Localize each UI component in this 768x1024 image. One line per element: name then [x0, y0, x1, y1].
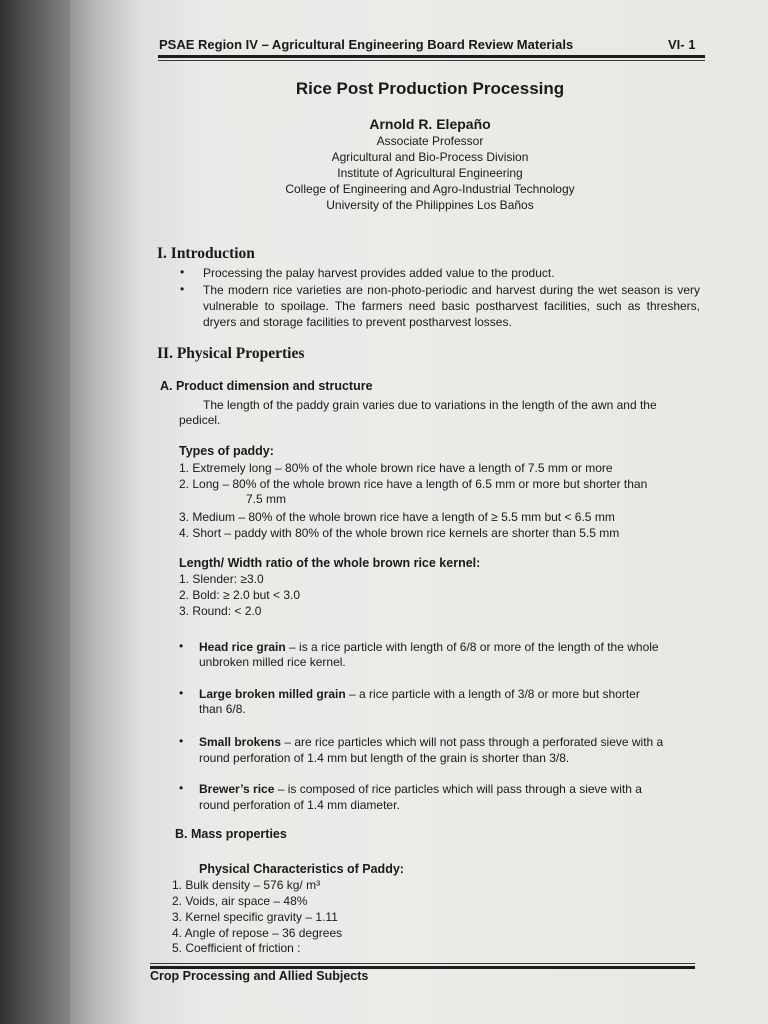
definition-large-broken-line-2: than 6/8.: [199, 702, 246, 716]
paddy-type-item: 2. Long – 80% of the whole brown rice have a length of 6.5 mm or more but shorter than: [179, 477, 648, 491]
subsection-heading-mass: B. Mass properties: [175, 827, 287, 841]
author-college: College of Engineering and Agro-Industrial Technology: [285, 182, 575, 196]
dimension-text-line-2: pedicel.: [179, 413, 221, 427]
definition-small-brokens-line-2: round perforation of 1.4 mm but length of the grain is shorter than 3/8.: [199, 751, 570, 765]
definition-head-rice-line-2: unbroken milled rice kernel.: [199, 655, 346, 669]
physical-characteristics-heading: Physical Characteristics of Paddy:: [199, 862, 404, 876]
bullet-marker: •: [180, 265, 185, 279]
definition-text: – is a rice particle with length of 6/8 or more of the length of the whole: [285, 640, 659, 654]
paddy-type-item-continuation: 7.5 mm: [246, 492, 287, 506]
definition-brewers-rice-line-1: [199, 781, 642, 797]
characteristic-item: 1. Bulk density – 576 kg/ m³: [172, 878, 321, 892]
ratio-item: 1. Slender: ≥3.0: [179, 572, 264, 586]
length-width-ratio-heading: Length/ Width ratio of the whole brown rice kernel:: [179, 556, 481, 570]
bullet-marker: •: [179, 781, 184, 795]
definition-term: Small brokens: [199, 735, 282, 749]
definition-text: – are rice particles which will not pass through a perforated sieve with a: [281, 735, 664, 749]
characteristic-item: 5. Coefficient of friction :: [172, 941, 301, 955]
characteristic-item: 3. Kernel specific gravity – 1.11: [172, 910, 338, 924]
characteristic-item: 2. Voids, air space – 48%: [172, 894, 308, 908]
bullet-marker: •: [180, 282, 185, 296]
page-number: VI- 1: [668, 37, 696, 52]
footer-rule-thin: [150, 963, 695, 964]
section-heading-physical-properties: II. Physical Properties: [157, 345, 305, 362]
header-rule-thin: [158, 60, 705, 61]
subsection-heading-dimension: A. Product dimension and structure: [160, 379, 373, 393]
bullet-marker: •: [179, 686, 184, 700]
dimension-text-line-1: The length of the paddy grain varies due to variations in the length of the awn and the: [203, 398, 657, 412]
definition-large-broken-line-1: [199, 686, 640, 702]
characteristic-item: 4. Angle of repose – 36 degrees: [172, 926, 343, 940]
bullet-marker: •: [179, 639, 184, 653]
definition-term: Large broken milled grain: [199, 687, 346, 701]
document-title: Rice Post Production Processing: [295, 79, 565, 98]
definition-term: Head rice grain: [199, 640, 286, 654]
types-of-paddy-heading: Types of paddy:: [179, 444, 274, 458]
author-institute: Institute of Agricultural Engineering: [337, 166, 523, 180]
ratio-item: 2. Bold: ≥ 2.0 but < 3.0: [179, 588, 301, 602]
definition-text: – is composed of rice particles which will pass through a sieve with a: [274, 782, 642, 796]
definition-text: – a rice particle with a length of 3/8 or more but shorter: [345, 687, 640, 701]
intro-bullet-2: The modern rice varieties are non-photo-periodic and harvest during the wet season is very vulnerable to spoilage. The farmers need basic postharvest facilities, such as threshers, dryers and storage facilities to prevent postharvest losses.: [203, 283, 700, 329]
running-footer: Crop Processing and Allied Subjects: [150, 969, 369, 983]
definition-term: Brewer’s rice: [199, 782, 275, 796]
paddy-type-item: 3. Medium – 80% of the whole brown rice have a length of ≥ 5.5 mm but < 6.5 mm: [179, 510, 615, 524]
section-heading-introduction: I. Introduction: [157, 245, 255, 262]
definition-head-rice-line-1: [199, 639, 659, 655]
author-position: Associate Professor: [376, 134, 484, 148]
definition-brewers-rice-line-2: round perforation of 1.4 mm diameter.: [199, 798, 400, 812]
running-header-title: PSAE Region IV – Agricultural Engineering Board Review Materials: [159, 37, 574, 52]
author-university: University of the Philippines Los Baños: [326, 198, 534, 212]
intro-bullet-1: Processing the palay harvest provides added value to the product.: [203, 266, 555, 280]
definition-small-brokens-line-1: [199, 734, 663, 750]
ratio-item: 3. Round: < 2.0: [179, 604, 262, 618]
author-name: Arnold R. Elepaño: [369, 116, 491, 132]
author-division: Agricultural and Bio-Process Division: [331, 150, 529, 164]
header-rule: [158, 55, 705, 58]
bullet-marker: •: [179, 734, 184, 748]
paddy-type-item: 4. Short – paddy with 80% of the whole brown rice kernels are shorter than 5.5 mm: [179, 526, 620, 540]
paddy-type-item: 1. Extremely long – 80% of the whole brown rice have a length of 7.5 mm or more: [179, 461, 613, 475]
